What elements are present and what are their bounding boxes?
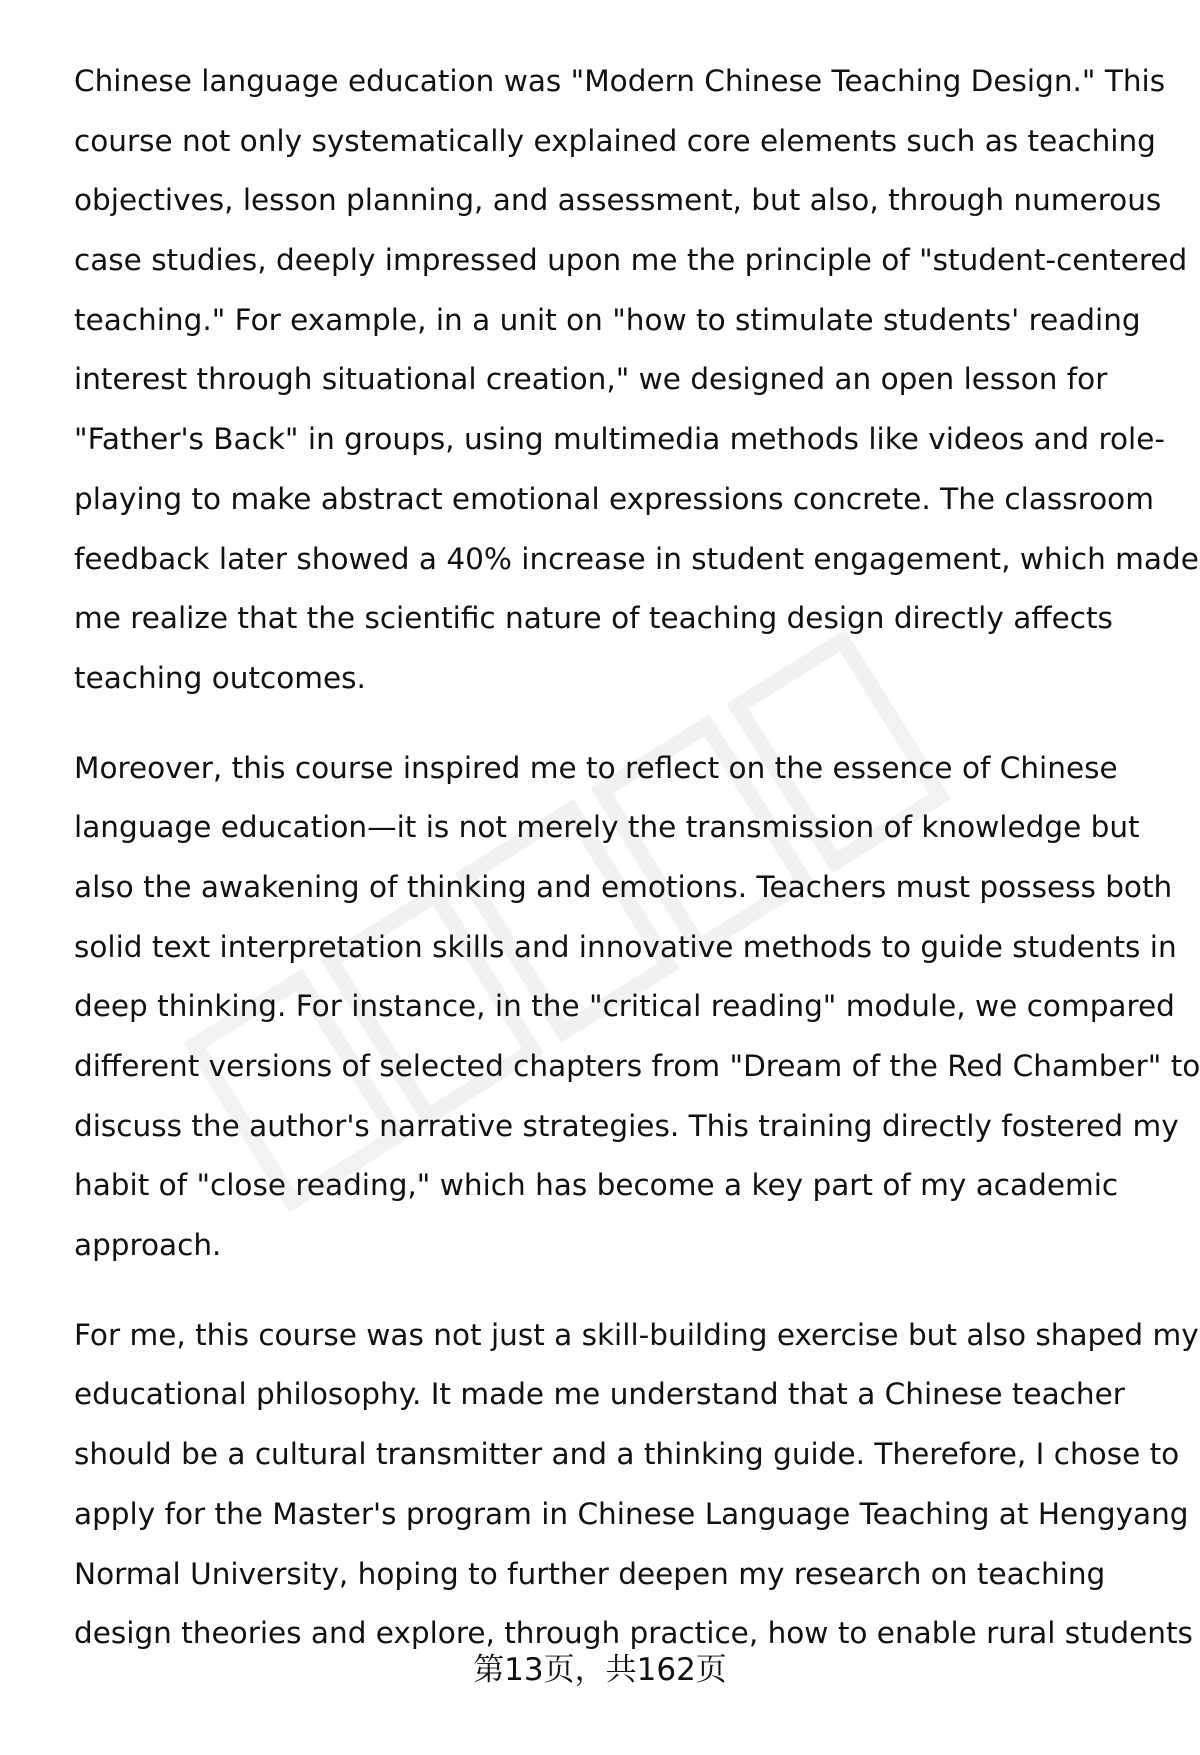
paragraph-3 [74, 1306, 1199, 1664]
text-line: course not only systematically explained core elements such as teaching [74, 123, 1156, 158]
text-line: habit of "close reading," which has become a key part of my academic [74, 1168, 1119, 1203]
text-line: case studies, deeply impressed upon me the principle of "student-centered [74, 243, 1188, 278]
text-line: interest through situational creation," we designed an open lesson for [74, 362, 1108, 397]
text-line: teaching outcomes. [74, 660, 366, 695]
text-line: deep thinking. For instance, in the "critical reading" module, we compared [74, 989, 1175, 1024]
text-line: teaching." For example, in a unit on "how to stimulate students' reading [74, 302, 1141, 337]
text-line: For me, this course was not just a skill-building exercise but also shaped my [74, 1317, 1199, 1352]
text-line: design theories and explore, through practice, how to enable rural students [74, 1616, 1193, 1651]
document-body [74, 52, 1200, 1694]
text-line: also the awakening of thinking and emotions. Teachers must possess both [74, 869, 1173, 904]
text-line: "Father's Back" in groups, using multimedia methods like videos and role- [74, 422, 1165, 457]
text-line: Normal University, hoping to further deepen my research on teaching [74, 1556, 1106, 1591]
text-line: Chinese language education was "Modern Chinese Teaching Design." This [74, 64, 1166, 98]
text-line: different versions of selected chapters from "Dream of the Red Chamber" to [74, 1049, 1200, 1083]
paragraph-1 [74, 52, 1199, 709]
text-line: language education—it is not merely the transmission of knowledge but [74, 810, 1140, 845]
text-line: should be a cultural transmitter and a thinking guide. Therefore, I chose to [74, 1437, 1180, 1472]
text-line: solid text interpretation skills and innovative methods to guide students in [74, 929, 1177, 964]
paragraph-2 [74, 739, 1200, 1276]
text-line: objectives, lesson planning, and assessment, but also, through numerous [74, 183, 1162, 218]
text-line: feedback later showed a 40% increase in student engagement, which made [74, 541, 1199, 576]
text-line: approach. [74, 1228, 222, 1263]
page-number-footer: 第13页，共162页 [473, 1652, 727, 1688]
text-line: apply for the Master's program in Chinese Language Teaching at Hengyang [74, 1496, 1189, 1531]
text-line: playing to make abstract emotional expressions concrete. The classroom [74, 481, 1154, 516]
text-line: educational philosophy. It made me understand that a Chinese teacher [74, 1377, 1125, 1412]
text-line: me realize that the scientific nature of teaching design directly affects [74, 601, 1113, 636]
text-line: Moreover, this course inspired me to reflect on the essence of Chinese [74, 750, 1118, 785]
text-line: discuss the author's narrative strategies. This training directly fostered my [74, 1108, 1179, 1143]
